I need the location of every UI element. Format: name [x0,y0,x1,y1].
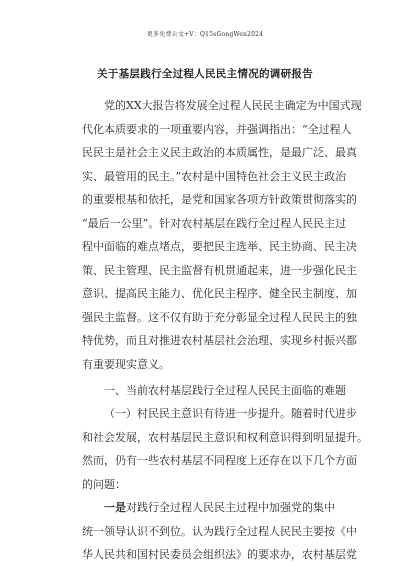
subsection-line [82,402,357,426]
paragraph-line: 代化本质要求的一项重要内容，并强调指出：“全过程人 [82,122,352,136]
paragraph-line: 实、最管用的民主。”农村是中国特色社会主义民主政治 [82,169,347,183]
paragraph-line: 统一领导认识不到位。认为践行全过程人民民主要按《中 [82,524,357,538]
paragraph-line: 程中面临的难点堵点，要把民主选举、民主协商、民主决 [82,240,357,253]
paragraph-line: 特优势，而且对推进农村基层社会治理、实现乡村振兴都 [82,334,357,347]
header-note: 更多免费公文+V：Q15sGongWen2024 [146,31,264,38]
paragraph-line: 意识、提高民主能力、优化民主程序、健全民主制度、加 [82,287,357,300]
subsection-rest: 随着时代进步 [291,407,357,420]
paragraph-line: 党的XX大报告将发展全过程人民民主确定为中国式现 [104,99,362,112]
subsection-paragraph [82,402,368,567]
paragraph-line-rest: 对践行全过程人民民主过程中加强党的集中 [126,501,335,514]
paragraph-line: 策、民主管理、民主监督有机贯通起来，进一步强化民主 [82,263,357,277]
paragraph-line: 的重要根基和依托，是党和国家各项方针政策贯彻落实的 [82,193,357,206]
paragraph-line: 有重要现实意义。 [82,357,170,371]
paragraph-line: 强民主监督。这不仅有助于充分彰显全过程人民民主的独 [82,310,357,324]
paragraph-line: 华人民共和国村民委员会组织法》的要求办，农村基层党 [82,548,357,561]
paragraph-line: 和社会发展，农村基层民主意识和权利意识得到明显提升。 [82,430,368,444]
paragraph-line: 民民主是社会主义民主政治的本质属性，是最广泛、最真 [82,146,357,159]
paragraph-line: 然而，仍有一些农村基层不同程度上还存在以下几个方面 [82,454,357,467]
section-heading: 一、当前农村基层践行全过程人民民主面临的难题 [104,384,346,397]
subsection-heading: （一）村民民主意识有待进一步提升。 [104,407,291,420]
paragraph-line: 的问题： [82,477,126,491]
bold-lead: 一是 [104,501,126,514]
intro-paragraph [82,94,362,376]
paragraph-line: “最后一公里”。针对农村基层在践行全过程人民民主过 [82,216,347,230]
paragraph-line [82,496,335,520]
document-title: 关于基层践行全过程人民民主情况的调研报告 [97,68,313,80]
